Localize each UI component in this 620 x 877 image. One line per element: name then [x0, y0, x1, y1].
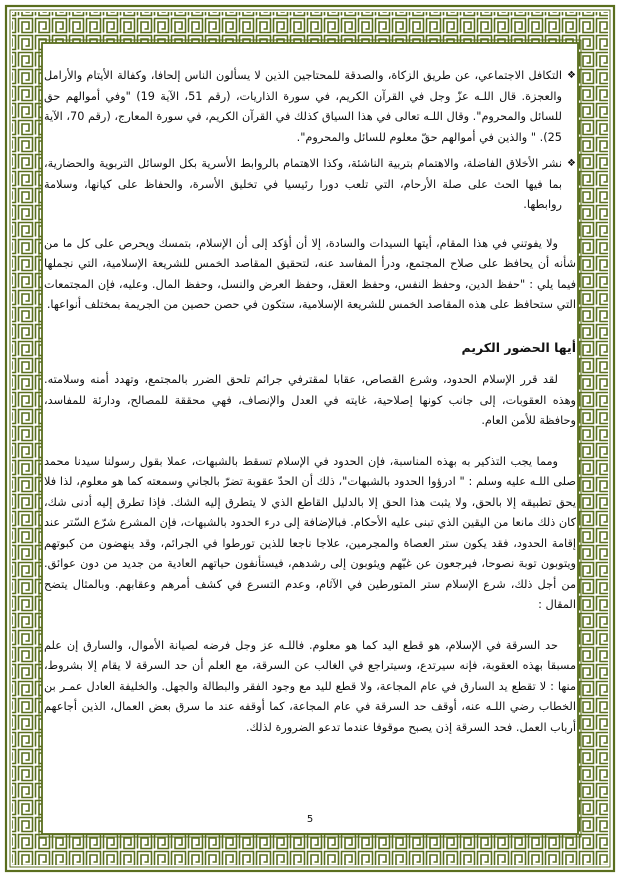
- section-heading: أيها الحضور الكريم: [461, 339, 576, 355]
- diamond-bullet-icon: ❖: [567, 158, 576, 169]
- diamond-bullet-icon: ❖: [567, 70, 576, 81]
- paragraph: حد السرقة في الإسلام، هو قطع اليد كما هو معلوم. فاللـه عز وجل فرضه لصيانة الأموال، والسارق إن علم مسبقا بهذه العقوبة، فإنه سيرتدع، وسيتراجع في الغالب عن السرقة، مع العلم أن حد السرقة لا يقام إلا بشروط، منها : لا تقطع يد السارق في عام المجاعة، ولا قطع لليد مع وجود الفقر والبطالة والجهل. والخليفة العادل عمـر بن الخطاب رضي اللـه عنه، أوقف حد السرقة في عام المجاعة، كما أوقفه عند ما سرق بعض العمال، الذين أجاعهم أرباب العمل. فحد السرقة إذن يصبح موقوفا عندما تدعو الضرورة لذلك.: [44, 638, 576, 734]
- paragraph: ولا يفوتني في هذا المقام، أيتها السيدات والسادة، إلا أن أؤكد إلى أن الإسلام، بتمسك ويحرص على كل ما من شأنه أن يحافظ على صلاح المجتمع، ودرأ المفاسد عنه، لتحقيق المقاصد الخمس للشريعة الإسلامية، التي نجملها فيما يلي : "حفظ الدين، وحفظ النفس، وحفظ العقل، وحفظ العرض والنسل، وحفظ المال. وعليه، فإن المجتمعات التي ستحافظ على هذه المقاصد الخمس للشريعة الإسلامية، ستكون في حصن حصين من الجريمة بمختلف أنواعها.: [44, 236, 576, 311]
- page-number: 5: [306, 814, 314, 825]
- bullet-item: [44, 66, 576, 148]
- bullet-text: نشر الأخلاق الفاضلة، والاهتمام بتربية الناشئة، وكذا الاهتمام بالروابط الأسرية بكل الوسائل التربوية والحضارية، بما فيها الحث على صلة الأرحام، التي تلعب دورا رئيسيا في تخليق الأسرة، والحفاظ على كيانها، وسلامة روابطها.: [44, 157, 562, 211]
- paragraph: ومما يجب التذكير به بهذه المناسبة، فإن الحدود في الإسلام تسقط بالشبهات، عملا بقول رسولنا سيدنا محمد صلى اللـه عليه وسلم : " ادرؤوا الحدود بالشبهات"، ذلك أن الحدّ عقوبة تضرّ بالجاني وسمعته كما هو معلوم، لذا فلا يحق تطبيقه إلا بالحق، ولا يثبت هذا الحق إلا بالدليل القاطع الذي لا يتطرق إليه الشك. فإذا تطرق إليه أدنى شك، كان ذلك مانعا من اليقين الذي تبنى عليه الأحكام. فبالإضافة إلى درء الحدود بالشبهات، فإن المشرع شرّع السّتر عند إقامة الحدود، فقد يكون ستر العصاة والمجرمين، علاجا ناجعا للذين تورطوا في الجرائم، وقد ينهضون من كبوتهم ويتوبون توبة نصوحا، فيرجعون عن غيّهم ويثوبون إلى رشدهم، فيستأنفون حياتهم العادية من جديد من دون عوائق. من أجل ذلك، شرع الإسلام ستر المتورطين في الآثام، وعدم التسرع في كشف أمرهم وعقابهم. وبالمثال يتضح المقال :: [44, 454, 576, 611]
- bullet-text: التكافل الاجتماعي، عن طريق الزكاة، والصدقة للمحتاجين الذين لا يسألون الناس إلحافا، وكفالة الأيتام والأرامل والعجزة. قال اللـه عزّ وجل في القرآن الكريم، في سورة الذاريات، (رقم 51، الآية 19) "وفي أموالهم حق للسائل والمحروم". وقال اللـه تعالى في هذا السياق كذلك في القرآن الكريم، في سورة المعارج، (رقم 70، الآية 25). " والذين في أموالهم حقّ معلوم للسائل والمحروم".: [44, 69, 563, 144]
- bullet-item: [44, 154, 576, 216]
- document-body: [44, 66, 576, 826]
- paragraph: لقد قرر الإسلام الحدود، وشرع القصاص، عقابا لمقترفي جرائم تلحق الضرر بالمجتمع، وتهدد أمنه وسلامته. وهذه العقوبات، إلى جانب كونها إصلاحية، غايته في العدل والإنصاف، فهي محققة للمصالح، ودارئة للمفاسد، وحافظة للأمن العام.: [44, 373, 576, 427]
